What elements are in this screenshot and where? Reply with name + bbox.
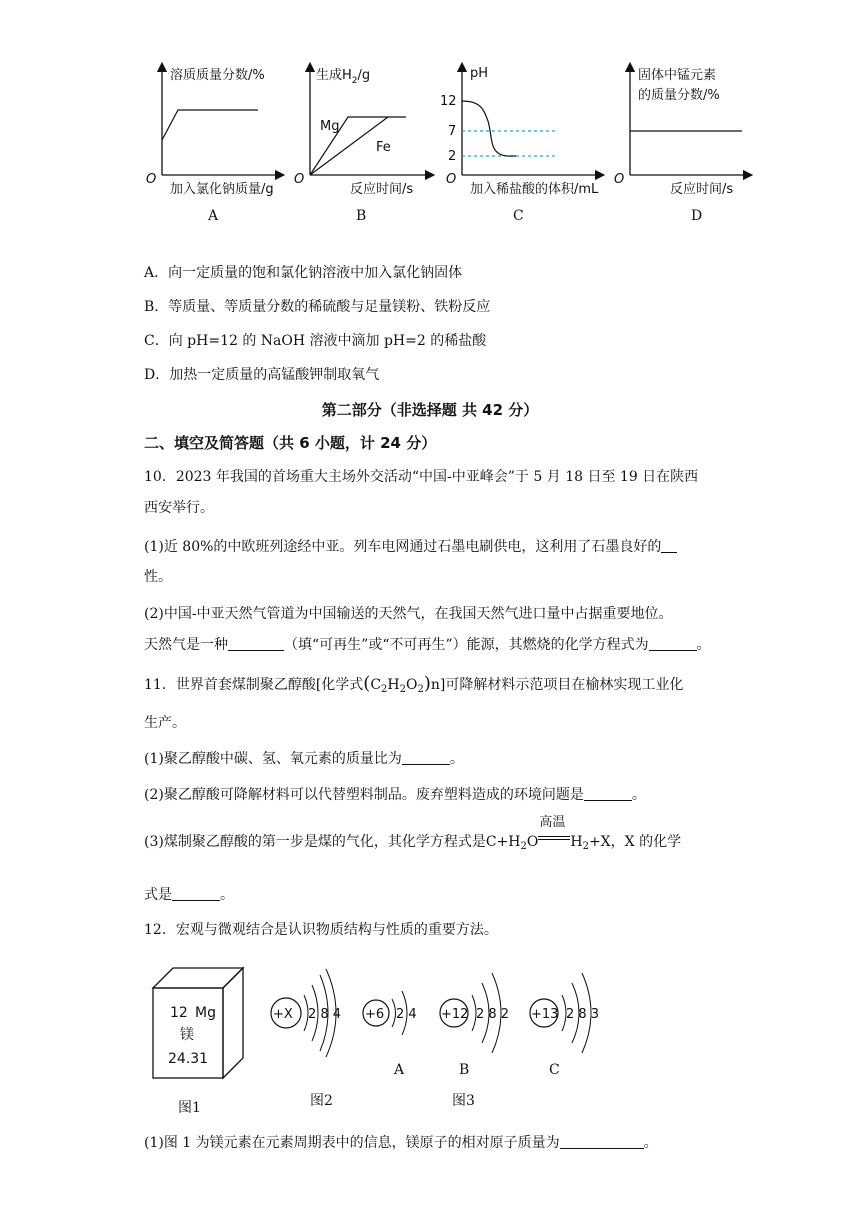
- q12-p1-blank[interactable]: [560, 1134, 644, 1149]
- q11-p1-blank[interactable]: [402, 750, 450, 765]
- element-number: 12: [170, 1005, 188, 1021]
- q11-line2: 生产。: [144, 715, 186, 731]
- q11-p2-end: 。: [631, 787, 646, 803]
- q11-eq-o: O: [526, 834, 539, 850]
- graph-b-xlabel: 反应时间/s: [350, 182, 414, 197]
- fig3-label: 图3: [452, 1093, 475, 1109]
- element-mass: 24.31: [168, 1051, 209, 1067]
- q12-p1-text: (1)图 1 为镁元素在元素周期表中的信息，镁原子的相对原子质量为: [144, 1135, 560, 1151]
- q11-eq-left: C+H: [485, 834, 521, 850]
- q11-text-a: 11．世界首套煤制聚乙醇酸[化学式: [144, 677, 364, 693]
- q11-paren-open: (: [363, 673, 371, 694]
- q11-eq-right: +X: [588, 834, 611, 850]
- graph-c-curve: [462, 101, 516, 156]
- part2-title: 第二部分（非选择题 共 42 分）: [321, 401, 539, 419]
- q11-eq-arrow: [538, 815, 570, 846]
- atom-b-nucleus: +12: [441, 1007, 469, 1022]
- option-d: D．加热一定质量的高锰酸钾制取氧气: [144, 367, 380, 383]
- q11-p1-text: (1)聚乙醇酸中碳、氢、氧元素的质量比为: [144, 751, 402, 767]
- fig2-label: 图2: [310, 1093, 333, 1109]
- q11-paren-close: ): [423, 673, 431, 694]
- graph-b-series-fe: Fe: [376, 140, 391, 155]
- atom-x: [271, 969, 341, 1057]
- section2-title: 二、填空及简答题（共 6 小题，计 24 分）: [144, 434, 437, 452]
- graph-c-tick-2: 2: [448, 149, 457, 164]
- q10-line1: 10．2023 年我国的首场重大主场外交活动“中国-中亚峰会”于 5 月 18 日至 19 日在陕西: [144, 469, 699, 485]
- element-cell-mg: [153, 968, 243, 1078]
- graph-a: [146, 67, 280, 224]
- graph-d-ylabel-1: 固体中锰元素: [638, 68, 717, 83]
- atom-a-nucleus: +6: [365, 1007, 385, 1022]
- graph-b-series-mg: Mg: [320, 119, 340, 134]
- graphs-figure: [130, 55, 760, 230]
- graph-c-xlabel: 加入稀盐酸的体积/mL: [470, 182, 599, 197]
- q11-eq-h2: H: [570, 834, 583, 850]
- atom-c: [530, 973, 599, 1078]
- q11-p3-end: 。: [220, 887, 234, 903]
- graph-a-ylabel: 溶质质量分数/%: [170, 68, 265, 83]
- graph-c-letter: C: [513, 208, 524, 224]
- graph-c-origin: O: [446, 172, 457, 187]
- graph-a-letter: A: [208, 208, 219, 224]
- q12-p1-end: 。: [643, 1135, 658, 1151]
- atom-a-shells: 2 4: [396, 1007, 417, 1022]
- graph-a-curve: [162, 110, 258, 140]
- q10-p1-text: (1)近 80%的中欧班列途经中亚。列车电网通过石墨电刷供电，这利用了石墨良好的: [144, 539, 662, 555]
- q11-p1-end: 。: [449, 751, 464, 767]
- atom-c-letter: C: [549, 1062, 560, 1078]
- q11-text-b: 可降解材料示范项目在榆林实现工业化: [445, 677, 684, 693]
- q11-p3-text-b: ，X 的化学: [610, 834, 682, 850]
- atom-x-shells: 2 8 4: [308, 1007, 342, 1022]
- graph-c-tick-7: 7: [448, 124, 457, 139]
- graph-d-origin: O: [614, 172, 625, 187]
- q11-formula-o: O: [406, 677, 418, 693]
- q11-formula-o-sub: 2: [417, 684, 424, 695]
- atom-structure-figure: [140, 955, 660, 1120]
- q12-p1: [144, 1133, 658, 1153]
- atom-b: [440, 973, 509, 1078]
- graph-c-ylabel: pH: [470, 66, 489, 81]
- atom-b-letter: B: [459, 1062, 470, 1078]
- q11-p3-blank[interactable]: [172, 886, 220, 901]
- element-symbol: Mg: [195, 1005, 216, 1021]
- q11-eq-condition: 高温: [539, 815, 566, 830]
- graph-d-letter: D: [691, 208, 703, 224]
- graph-b-ylabel: 生成$H_2/g$: [316, 68, 371, 86]
- graph-b-origin: O: [294, 172, 305, 187]
- q10-p2-blank-2[interactable]: [649, 636, 697, 651]
- q11-p3: [144, 815, 682, 857]
- q11-p3-text: (3)煤制聚乙醇酸的第一步是煤的气化，其化学方程式是: [144, 834, 486, 850]
- q10-p2-line2: [144, 635, 711, 655]
- q10-p1-line1: [144, 537, 677, 557]
- fig1-label: 图1: [178, 1100, 201, 1116]
- q11-formula-c: C: [370, 677, 382, 693]
- q11-formula-n: n: [430, 677, 440, 693]
- q11-formula-h-sub: 2: [399, 684, 406, 695]
- graph-b: [294, 67, 430, 224]
- q11-p2-text: (2)聚乙醇酸可降解材料可以代替塑料制品。废弃塑料造成的环境问题是: [144, 787, 584, 803]
- graph-d: [614, 67, 748, 224]
- q11-p2: [144, 785, 646, 805]
- graph-a-origin: O: [146, 172, 157, 187]
- atom-c-nucleus: +13: [531, 1007, 559, 1022]
- q11-p2-blank[interactable]: [584, 786, 632, 801]
- option-c: C．向 pH=12 的 NaOH 溶液中滴加 pH=2 的稀盐酸: [144, 333, 487, 349]
- atom-a: [363, 991, 417, 1078]
- q10-p2-line1: (2)中国-中亚天然气管道为中国输送的天然气，在我国天然气进口量中占据重要地位。: [144, 606, 673, 622]
- q11-p1: [144, 749, 464, 769]
- q11-formula-h: H: [387, 677, 400, 693]
- graph-a-xlabel: 加入氯化钠质量/g: [170, 182, 274, 197]
- q10-p2-blank-1[interactable]: [228, 636, 284, 651]
- atom-b-shells: 2 8 2: [476, 1007, 510, 1022]
- q10-p2-text-b: （填“可再生”或“不可再生”）能源，其燃烧的化学方程式为: [284, 637, 649, 653]
- q11-p3-line2: [144, 885, 234, 905]
- graph-b-letter: B: [356, 208, 367, 224]
- q11-formula-c-sub: 2: [381, 684, 388, 695]
- graph-c-tick-12: 12: [440, 94, 457, 109]
- q11-eq-h2o-sub: 2: [520, 841, 527, 852]
- q10-p2-text-a: 天然气是一种: [144, 637, 228, 653]
- q11-eq-h2-sub: 2: [582, 841, 589, 852]
- graph-c: [440, 66, 600, 224]
- atom-a-letter: A: [394, 1062, 405, 1078]
- element-name: 镁: [180, 1027, 194, 1043]
- atom-c-shells: 2 8 3: [566, 1007, 600, 1022]
- q10-p2-text-c: 。: [696, 637, 711, 653]
- option-b: B．等质量、等质量分数的稀硫酸与足量镁粉、铁粉反应: [144, 299, 491, 315]
- q12-line1: 12．宏观与微观结合是认识物质结构与性质的重要方法。: [144, 922, 498, 938]
- graph-d-ylabel-2: 的质量分数/%: [638, 88, 720, 103]
- q10-p1-line2: 性。: [144, 569, 172, 585]
- q10-p1-blank[interactable]: [661, 538, 677, 553]
- q11-p3-line2-text: 式是: [144, 887, 172, 903]
- option-a: A．向一定质量的饱和氯化钠溶液中加入氯化钠固体: [144, 265, 463, 281]
- q11-line1: 11．世界首套煤制聚乙醇酸[化学式$(C_2H_2O_2)n$]可降解材料示范项目在榆林实现工业化: [144, 673, 684, 695]
- atom-x-nucleus: +X: [273, 1007, 293, 1022]
- graph-d-xlabel: 反应时间/s: [670, 182, 734, 197]
- q10-line2: 西安举行。: [144, 500, 214, 516]
